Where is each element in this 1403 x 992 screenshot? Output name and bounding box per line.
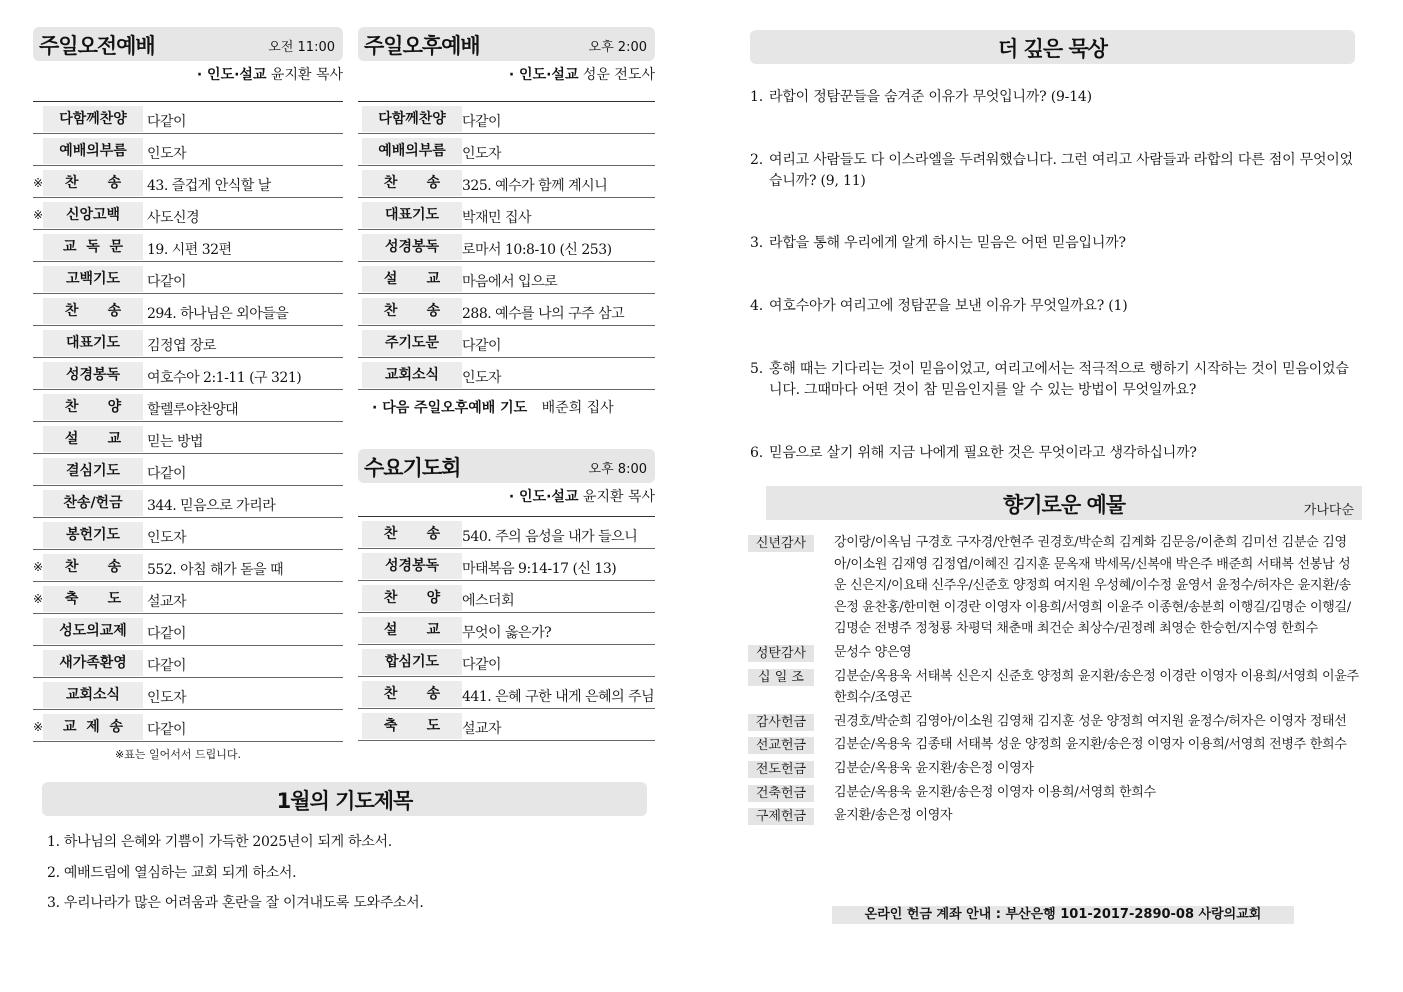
offering-names: 윤지환/송은정 이영자 bbox=[834, 808, 953, 824]
order-label: 성경봉독 bbox=[362, 553, 462, 579]
offering-group bbox=[748, 805, 1360, 827]
prayer-item: 1. 하나님의 은혜와 기쁨이 가득한 2025년이 되게 하소서. bbox=[47, 834, 392, 850]
standing-mark: ※ bbox=[33, 720, 44, 734]
offering-label: 신년감사 bbox=[748, 535, 814, 552]
order-value: 다같이 bbox=[147, 114, 187, 130]
order-value: 박재민 집사 bbox=[462, 210, 532, 226]
order-row bbox=[358, 230, 655, 262]
order-row bbox=[33, 518, 343, 550]
order-label: 찬 송 bbox=[362, 681, 462, 707]
order-label: 예배의부름 bbox=[43, 138, 143, 164]
order-label: 주기도문 bbox=[362, 330, 462, 356]
standing-mark: ※ bbox=[33, 592, 44, 606]
afternoon-title: 주일오후예배 bbox=[364, 34, 480, 58]
order-value: 에스더회 bbox=[462, 593, 515, 609]
offering-label: 전도헌금 bbox=[748, 761, 814, 778]
meditation-question: 5. 홍해 때는 기다리는 것이 믿음이었고, 여리고에서는 적극적으로 행하기 시작하는 것이 믿음이었습니다. 그때마다 어떤 것이 참 믿음인지를 알 수 있는 방법이 무엇일까요? bbox=[750, 361, 1349, 398]
order-value: 인도자 bbox=[147, 146, 187, 162]
order-label: 찬 송 bbox=[43, 554, 143, 580]
order-row bbox=[358, 358, 655, 390]
order-value: 344. 믿음으로 가리라 bbox=[147, 498, 276, 514]
morning-leader-label: · 인도·설교 bbox=[196, 67, 267, 83]
order-label: 찬 양 bbox=[362, 585, 462, 611]
meditation-question: 4. 여호수아가 여리고에 정탐꾼을 보낸 이유가 무엇일까요? (1) bbox=[750, 298, 1128, 314]
order-value: 설교자 bbox=[147, 594, 187, 610]
order-row bbox=[358, 645, 655, 677]
offering-group bbox=[748, 734, 1360, 756]
order-label: 찬 송 bbox=[362, 170, 462, 196]
order-row bbox=[33, 550, 343, 582]
order-value: 인도자 bbox=[147, 690, 187, 706]
offering-header bbox=[766, 486, 1362, 520]
order-row bbox=[358, 294, 655, 326]
order-value: 할렐루야찬양대 bbox=[147, 402, 239, 418]
order-value: 325. 예수가 함께 계시니 bbox=[462, 178, 608, 194]
order-row bbox=[358, 102, 655, 134]
wednesday-leader-label: · 인도·설교 bbox=[508, 489, 579, 505]
offering-group bbox=[748, 758, 1360, 780]
order-row bbox=[33, 230, 343, 262]
order-value: 무엇이 옳은가? bbox=[462, 625, 552, 641]
order-row bbox=[33, 486, 343, 518]
order-row bbox=[33, 358, 343, 390]
order-row bbox=[358, 134, 655, 166]
order-label: 고백기도 bbox=[43, 266, 143, 292]
order-value: 믿는 방법 bbox=[147, 434, 204, 450]
order-label: 성경봉독 bbox=[362, 234, 462, 260]
order-value: 다같이 bbox=[147, 274, 187, 290]
order-label: 축 도 bbox=[43, 586, 143, 612]
order-row bbox=[33, 710, 343, 742]
order-label: 찬 송 bbox=[43, 170, 143, 196]
offering-names: 강이랑/이옥님 구경호 구자경/안현주 권경호/박순희 김계화 김문응/이춘희 김미선 김분순 김영아/이소원 김재영 김정엽/이혜진 김지훈 문옥재 박세목/신복애 박은주 배준희 서태복 선봉남 성운 신은지/이요태 신주우/신준호 양정희 여지원 우성혜/이수정 윤영서 윤정수/허자은 윤지환/송은정 윤찬홍/한미현 이경란 이영자 이용희/서영희 이윤주 이종현/송분희 이행길/김명순 이행길/김명순 전병주 정청룡 차평덕 채춘매 최건순 최상수/권정례 최영순 한승헌/지수영 한희수 bbox=[834, 535, 1351, 637]
offering-list bbox=[748, 532, 1360, 829]
order-value: 다같이 bbox=[462, 657, 502, 673]
offering-names: 김분순/옥용욱 서태복 신은지 신준호 양정희 윤지환/송은정 이경란 이영자 이용희/서영희 이윤주 한희수/조영곤 bbox=[834, 668, 1359, 706]
afternoon-leader-name: 성운 전도사 bbox=[582, 67, 655, 83]
order-row bbox=[358, 677, 655, 709]
offering-label: 성탄감사 bbox=[748, 645, 814, 662]
order-value: 로마서 10:8-10 (신 253) bbox=[462, 242, 612, 258]
order-value: 설교자 bbox=[462, 721, 502, 737]
order-row bbox=[33, 166, 343, 198]
offering-names: 김분순/옥용욱 윤지환/송은정 이영자 이용희/서영희 한희수 bbox=[834, 784, 1156, 800]
order-label: 교 제 송 bbox=[43, 714, 143, 740]
morning-leader bbox=[33, 64, 343, 84]
order-label: 다함께찬양 bbox=[43, 106, 143, 132]
order-value: 다같이 bbox=[462, 338, 502, 354]
wednesday-title: 수요기도회 bbox=[364, 456, 461, 480]
order-row bbox=[358, 198, 655, 230]
offering-label: 건축헌금 bbox=[748, 785, 814, 802]
order-row bbox=[358, 262, 655, 294]
order-row bbox=[358, 581, 655, 613]
afternoon-time: 오후 2:00 bbox=[588, 40, 647, 55]
order-row bbox=[33, 390, 343, 422]
order-label: 예배의부름 bbox=[362, 138, 462, 164]
afternoon-leader-label: · 인도·설교 bbox=[508, 67, 579, 83]
standing-mark: ※ bbox=[33, 560, 44, 574]
order-label: 찬 송 bbox=[362, 298, 462, 324]
prayer-item: 2. 예배드림에 열심하는 교회 되게 하소서. bbox=[47, 865, 297, 881]
order-label: 결심기도 bbox=[43, 458, 143, 484]
order-value: 288. 예수를 나의 구주 삼고 bbox=[462, 306, 625, 322]
order-label: 새가족환영 bbox=[43, 650, 143, 676]
order-label: 교 독 문 bbox=[43, 234, 143, 260]
offering-label: 구제헌금 bbox=[748, 808, 814, 825]
order-label: 설 교 bbox=[362, 266, 462, 292]
meditation-question: 6. 믿음으로 살기 위해 지금 나에게 필요한 것은 무엇이라고 생각하십니까? bbox=[750, 445, 1197, 461]
offering-names: 김분순/옥용욱 윤지환/송은정 이영자 bbox=[834, 760, 1034, 776]
next-prayer-label: · 다음 주일오후예배 기도 bbox=[372, 400, 528, 416]
order-value: 다같이 bbox=[147, 722, 187, 738]
order-row bbox=[33, 198, 343, 230]
standing-mark: ※ bbox=[33, 176, 44, 190]
order-label: 설 교 bbox=[43, 426, 143, 452]
order-value: 다같이 bbox=[147, 626, 187, 642]
offering-names: 김분순/옥용욱 김종태 서태복 성운 양정희 윤지환/송은정 이영자 이용희/서영희 전병주 한희수 bbox=[834, 737, 1347, 753]
offering-group bbox=[748, 532, 1360, 640]
offering-names: 권경호/박순희 김영아/이소원 김영채 김지훈 성운 양정희 여지원 윤정수/허자은 이영자 정태선 bbox=[834, 713, 1347, 729]
order-value: 김정엽 장로 bbox=[147, 338, 217, 354]
order-row bbox=[358, 613, 655, 645]
offering-names: 문성수 양은영 bbox=[834, 644, 912, 660]
order-value: 441. 은혜 구한 내게 은혜의 주님 bbox=[462, 689, 655, 705]
offering-label: 십 일 조 bbox=[748, 669, 814, 686]
order-row bbox=[33, 134, 343, 166]
morning-leader-name: 윤지환 목사 bbox=[270, 67, 343, 83]
order-label: 대표기도 bbox=[43, 330, 143, 356]
meditation-question: 1. 라합이 정탐꾼들을 숨겨준 이유가 무엇입니까? (9-14) bbox=[750, 89, 1092, 105]
prayer-header bbox=[42, 782, 647, 816]
order-value: 294. 하나님은 외아들을 bbox=[147, 306, 289, 322]
order-value: 다같이 bbox=[462, 114, 502, 130]
order-row bbox=[33, 614, 343, 646]
order-value: 540. 주의 음성을 내가 들으니 bbox=[462, 529, 638, 545]
order-label: 봉헌기도 bbox=[43, 522, 143, 548]
offering-order: 가나다순 bbox=[1303, 503, 1354, 518]
order-label: 성경봉독 bbox=[43, 362, 143, 388]
afternoon-header bbox=[358, 27, 655, 61]
morning-order-table bbox=[33, 101, 343, 742]
order-label: 성도의교제 bbox=[43, 618, 143, 644]
order-label: 교회소식 bbox=[43, 682, 143, 708]
meditation-question: 3. 라합을 통해 우리에게 알게 하시는 믿음은 어떤 믿음입니까? bbox=[750, 235, 1126, 251]
prayer-title: 1월의 기도제목 bbox=[276, 789, 413, 813]
order-row bbox=[358, 326, 655, 358]
prayer-item: 3. 우리나라가 많은 어려움과 혼란을 잘 이겨내도록 도와주소서. bbox=[47, 895, 424, 911]
order-row bbox=[33, 326, 343, 358]
order-row bbox=[33, 582, 343, 614]
offering-group bbox=[748, 642, 1360, 664]
wednesday-leader-name: 윤지환 목사 bbox=[582, 489, 655, 505]
order-label: 찬 송 bbox=[362, 521, 462, 547]
order-row bbox=[33, 646, 343, 678]
meditation-title: 더 깊은 묵상 bbox=[997, 37, 1108, 61]
morning-title: 주일오전예배 bbox=[39, 34, 155, 58]
order-row bbox=[358, 166, 655, 198]
offering-group bbox=[748, 782, 1360, 804]
order-row bbox=[358, 517, 655, 549]
morning-time: 오전 11:00 bbox=[268, 40, 335, 55]
order-value: 마음에서 입으로 bbox=[462, 274, 558, 290]
order-label: 찬 양 bbox=[43, 394, 143, 420]
order-label: 다함께찬양 bbox=[362, 106, 462, 132]
order-value: 사도신경 bbox=[147, 210, 200, 226]
order-label: 대표기도 bbox=[362, 202, 462, 228]
order-value: 552. 아침 해가 돋을 때 bbox=[147, 562, 284, 578]
order-label: 찬송/헌금 bbox=[43, 490, 143, 516]
order-label: 신앙고백 bbox=[43, 202, 143, 228]
order-value: 43. 즐겁게 안식할 날 bbox=[147, 178, 271, 194]
wednesday-header bbox=[358, 449, 655, 483]
offering-group bbox=[748, 711, 1360, 733]
bank-account-notice: 온라인 헌금 계좌 안내 : 부산은행 101-2017-2890-08 사랑의교회 bbox=[832, 906, 1294, 924]
standing-note: ※표는 일어서서 드립니다. bbox=[115, 748, 241, 761]
standing-mark: ※ bbox=[33, 208, 44, 222]
offering-label: 감사헌금 bbox=[748, 714, 814, 731]
order-label: 축 도 bbox=[362, 713, 462, 739]
order-value: 19. 시편 32편 bbox=[147, 242, 232, 258]
meditation-question: 2. 여리고 사람들도 다 이스라엘을 두려워했습니다. 그런 여리고 사람들과 라합의 다른 점이 무엇이었습니까? (9, 11) bbox=[750, 152, 1353, 189]
offering-group bbox=[748, 666, 1360, 709]
order-row bbox=[33, 454, 343, 486]
order-label: 설 교 bbox=[362, 617, 462, 643]
wednesday-leader bbox=[358, 486, 655, 506]
order-row bbox=[33, 422, 343, 454]
order-value: 인도자 bbox=[462, 146, 502, 162]
order-value: 다같이 bbox=[147, 466, 187, 482]
order-row bbox=[358, 549, 655, 581]
wednesday-order-table bbox=[358, 516, 655, 741]
order-label: 교회소식 bbox=[362, 362, 462, 388]
order-row bbox=[33, 102, 343, 134]
order-label: 찬 송 bbox=[43, 298, 143, 324]
order-row bbox=[33, 262, 343, 294]
next-prayer bbox=[372, 397, 614, 417]
morning-header bbox=[33, 27, 343, 61]
wednesday-time: 오후 8:00 bbox=[588, 462, 647, 477]
order-row bbox=[33, 294, 343, 326]
order-value: 인도자 bbox=[462, 370, 502, 386]
order-label: 합심기도 bbox=[362, 649, 462, 675]
next-prayer-name: 배준희 집사 bbox=[541, 400, 614, 416]
order-row bbox=[33, 678, 343, 710]
order-value: 인도자 bbox=[147, 530, 187, 546]
order-value: 다같이 bbox=[147, 658, 187, 674]
order-row bbox=[358, 709, 655, 741]
meditation-header bbox=[750, 30, 1355, 64]
order-value: 마태복음 9:14-17 (신 13) bbox=[462, 561, 617, 577]
afternoon-leader bbox=[358, 64, 655, 84]
order-value: 여호수아 2:1-11 (구 321) bbox=[147, 370, 302, 386]
offering-label: 선교헌금 bbox=[748, 737, 814, 754]
offering-title: 향기로운 예물 bbox=[1002, 493, 1126, 517]
afternoon-order-table bbox=[358, 101, 655, 390]
